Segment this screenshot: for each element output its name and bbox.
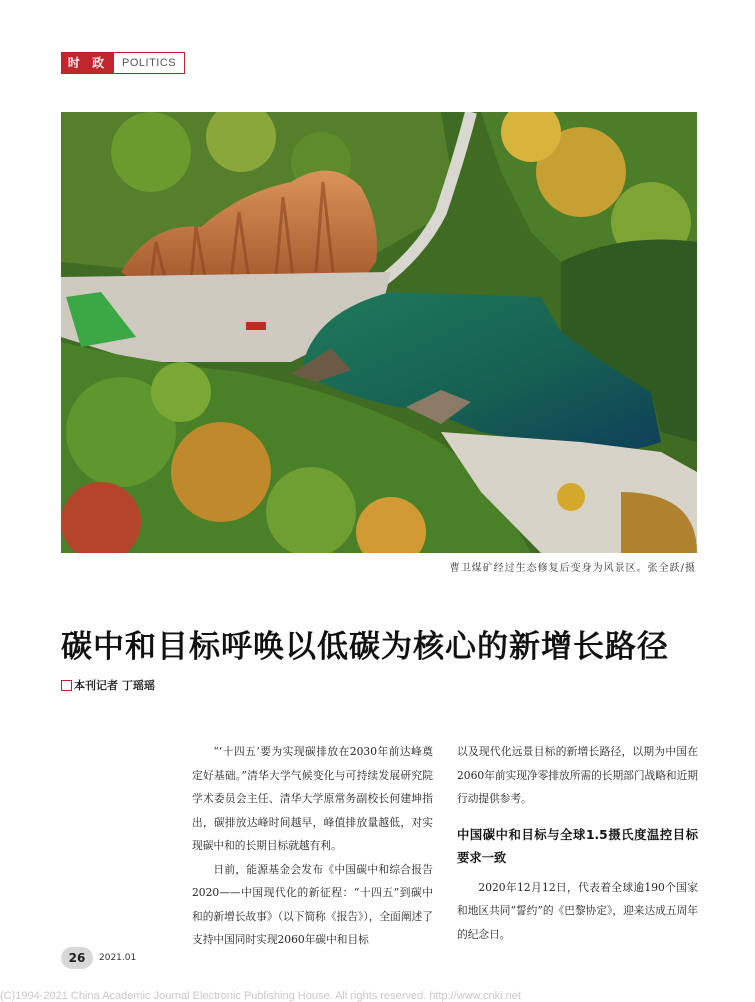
article-column-left [192,740,433,952]
paragraph: “‘十四五’要为实现碳排放在2030年前达峰奠定好基础。”清华大学气候变化与可持续发展研究院学术委员会主任、清华大学原常务副校长何建坤指出，碳排放达峰时间越早，峰值排放量越低，对实现碳中和的长期目标就越有利。 [192,745,433,852]
section-tag [61,52,185,74]
paragraph: 2020年12月12日，代表着全球逾190个国家和地区共同“誓约”的《巴黎协定》，迎来达成五周年的纪念日。 [457,880,698,941]
section-label-en: POLITICS [122,57,177,69]
section-subheading: 中国碳中和目标与全球1.5摄氏度温控目标要求一致 [457,827,698,865]
landscape-photo [61,112,697,553]
page-footer [61,947,136,969]
paragraph: 日前，能源基金会发布《中国碳中和综合报告2020——中国现代化的新征程：“十四五”到碳中和的新增长故事》（以下简称《报告》），全面阐述了支持中国同时实现2060年碳中和目标 [192,862,433,946]
article-column-right [457,740,698,946]
page-number: 26 [61,947,93,969]
photo-caption: 曹卫煤矿经过生态修复后变身为风景区。张全跃/摄 [449,563,696,574]
section-label-cn: 时 政 [62,53,114,73]
copyright-notice: (C)1994-2021 China Academic Journal Electronic Publishing House. All rights reserved. http://www.cnki.net [0,990,521,1002]
byline [61,677,155,693]
issue-date: 2021.01 [99,953,137,963]
byline-box-icon [61,680,72,691]
paragraph-continuation: 以及现代化远景目标的新增长路径，以期为中国在2060年前实现净零排放所需的长期部门战略和近期行动提供参考。 [457,745,698,805]
article-headline: 碳中和目标呼唤以低碳为核心的新增长路径 [61,629,669,665]
byline-text: 本刊记者 丁瑶瑶 [74,679,155,692]
